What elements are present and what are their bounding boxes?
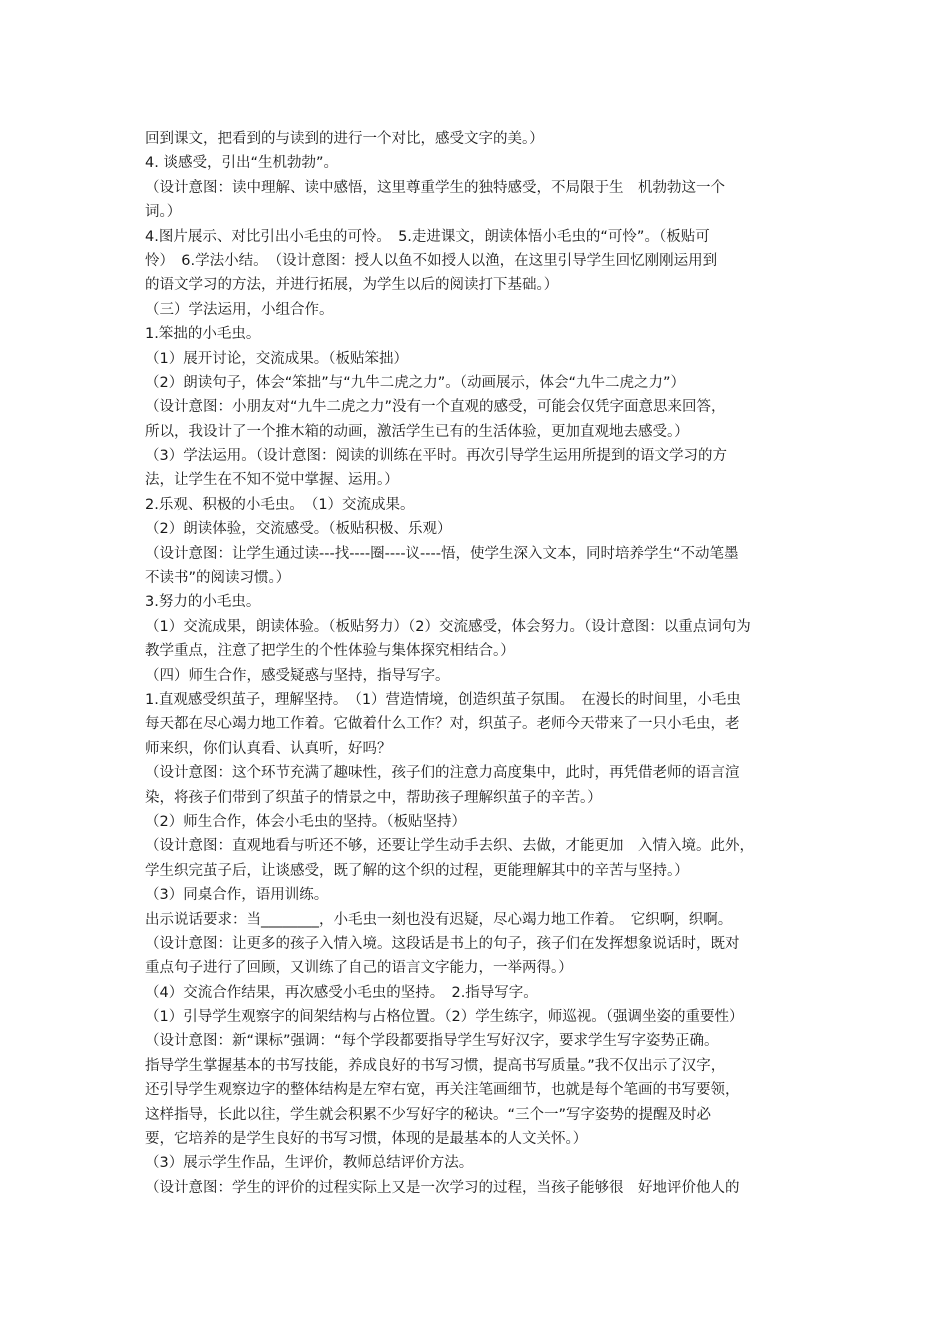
text-line-38: （设计意图：新“课标”强调：“每个学段都要指导学生写好汉字，要求学生写字姿势正确。: [145, 1033, 719, 1050]
section-heading-3: （三）学法运用，小组合作。: [145, 301, 334, 318]
text-line-41: 这样指导，长此以往，学生就会积累不少写好字的秘诀。“三个一”写字姿势的提醒及时必: [145, 1106, 712, 1123]
text-line-29: （2）师生合作，体会小毛虫的坚持。（板贴坚持）: [145, 813, 466, 830]
text-line-39: 指导学生掌握基本的书写技能，养成良好的书写习惯，提高书写质量。”我不仅出示了汉字，: [145, 1057, 726, 1074]
text-line-22: 教学重点，注意了把学生的个性体验与集体探究相结合。）: [145, 643, 515, 660]
text-line-9: 1.笨拙的小毛虫。: [145, 326, 261, 343]
text-line-36: （4）交流合作结果，再次感受小毛虫的坚持。 2.指导写字。: [145, 984, 538, 1001]
text-line-20: 3.努力的小毛虫。: [145, 594, 261, 611]
text-line-25: 每天都在尽心竭力地工作着。它做着什么工作？对，织茧子。老师今天带来了一只小毛虫，老: [145, 716, 740, 733]
text-line-28: 染，将孩子们带到了织茧子的情景之中，帮助孩子理解织茧子的辛苦。）: [145, 789, 602, 806]
document-body: [145, 127, 813, 1200]
text-line-32: （3）同桌合作，语用训练。: [145, 887, 329, 904]
text-line-1: 回到课文，把看到的与读到的进行一个对比，感受文字的美。）: [145, 131, 544, 147]
text-line-18: （设计意图：让学生通过读---找----圈----议----悟，使学生深入文本，同时培养学生“不动笔墨: [145, 545, 739, 562]
text-line-4: 词。）: [145, 204, 182, 221]
text-line-26: 师来织，你们认真看、认真听，好吗？: [145, 740, 392, 757]
text-line-6: 怜） 6.学法小结。 （设计意图：授人以鱼不如授人以渔，在这里引导学生回忆刚刚运用到: [145, 252, 718, 269]
text-line-40: 还引导学生观察边字的整体结构是左窄右宽，再关注笔画细节，也就是每个笔画的书写要领，: [145, 1082, 740, 1099]
text-line-17: （2）朗读体验，交流感受。（板贴积极、乐观）: [145, 521, 452, 538]
text-line-33: 出示说话要求：当________，小毛虫一刻也没有迟疑，尽心竭力地工作着。 它织啊，织啊。: [145, 911, 733, 928]
text-line-13: 所以，我设计了一个推木箱的动画，激活学生已有的生活体验，更加直观地去感受。）: [145, 423, 689, 440]
text-line-5: 4.图片展示、对比引出小毛虫的可怜。 5.走进课文，朗读体悟小毛虫的“可怜”。（板贴可: [145, 228, 710, 245]
text-line-24: 1.直观感受织茧子，理解坚持。 （1）营造情境，创造织茧子氛围。 在漫长的时间里，小毛虫: [145, 691, 741, 708]
text-line-30: （设计意图：直观地看与听还不够，还要让学生动手去织、去做，才能更加 入情入境。此外，: [145, 838, 754, 855]
text-line-15: 法，让学生在不知不觉中掌握、运用。）: [145, 472, 399, 489]
text-line-14: （3）学法运用。（设计意图：阅读的训练在平时。再次引导学生运用所提到的语文学习的方: [145, 448, 727, 465]
text-line-37: （1）引导学生观察字的间架结构与占格位置。（2）学生练字，师巡视。（强调坐姿的重要性）: [145, 1009, 744, 1026]
text-line-27: （设计意图：这个环节充满了趣味性，孩子们的注意力高度集中，此时，再凭借老师的语言渲: [145, 765, 740, 782]
text-line-16: 2.乐观、积极的小毛虫。 （1）交流成果。: [145, 496, 415, 513]
text-line-10: （1）展开讨论，交流成果。（板贴笨拙）: [145, 350, 408, 367]
text-line-34: （设计意图：让更多的孩子入情入境。这段话是书上的句子，孩子们在发挥想象说话时，既对: [145, 935, 740, 952]
text-line-31: 学生织完茧子后，让谈感受，既了解的这个织的过程，更能理解其中的辛苦与坚持。）: [145, 862, 689, 879]
text-line-35: 重点句子进行了回顾，又训练了自己的语言文字能力，一举两得。）: [145, 960, 573, 977]
text-line-11: （2）朗读句子，体会“笨拙”与“九牛二虎之力”。（动画展示，体会“九牛二虎之力”）: [145, 374, 686, 391]
text-line-43: （3）展示学生作品，生评价，教师总结评价方法。: [145, 1155, 474, 1172]
text-line-42: 要，它培养的是学生良好的书写习惯，体现的是最基本的人文关怀。）: [145, 1131, 588, 1148]
text-line-2: 4. 谈感受，引出“生机勃勃”。: [145, 155, 338, 172]
section-heading-4: （四）师生合作，感受疑惑与坚持，指导写字。: [145, 667, 450, 684]
text-line-7: 的语文学习的方法，并进行拓展，为学生以后的阅读打下基础。）: [145, 277, 559, 294]
text-line-12: （设计意图：小朋友对“九牛二虎之力”没有一个直观的感受，可能会仅凭字面意思来回答，: [145, 399, 726, 416]
text-line-19: 不读书”的阅读习惯。）: [145, 570, 291, 587]
text-line-3: （设计意图：读中理解、读中感悟，这里尊重学生的独特感受，不局限于生 机勃勃这一个: [145, 179, 725, 196]
text-line-44: （设计意图：学生的评价的过程实际上又是一次学习的过程，当孩子能够很 好地评价他人的: [145, 1179, 740, 1196]
text-line-21: （1）交流成果，朗读体验。（板贴努力）（2）交流感受，体会努力。（设计意图：以重点词句为: [145, 618, 751, 635]
